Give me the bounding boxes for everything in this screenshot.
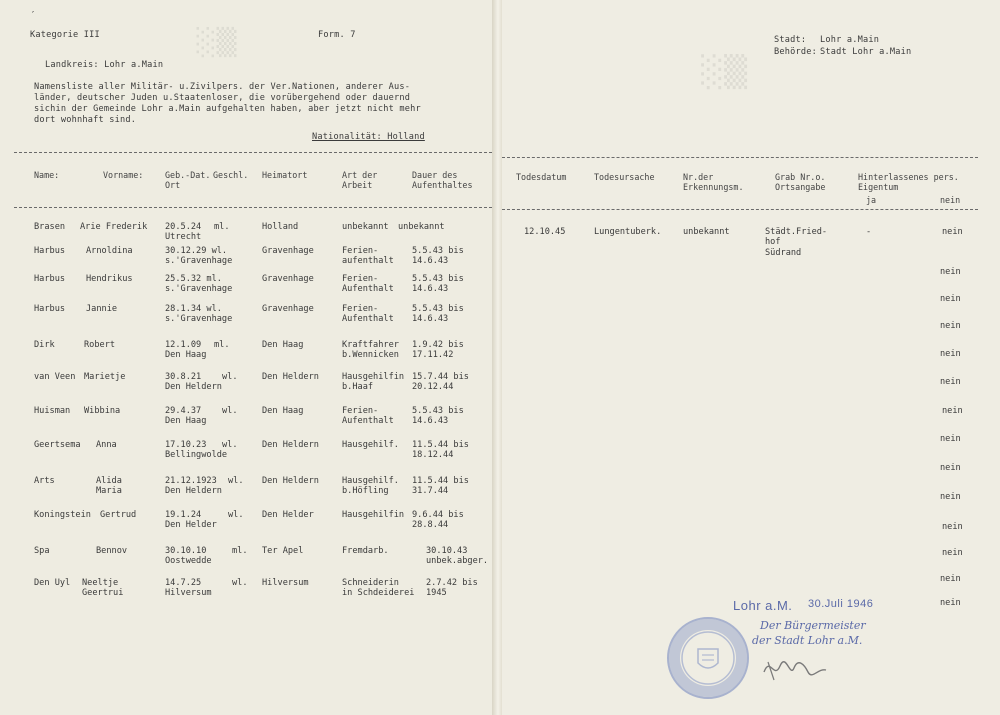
col-art: Art der Arbeit — [342, 170, 378, 191]
row-nein: nein — [940, 294, 961, 304]
row-heimat: Den Haag — [262, 340, 304, 350]
row-nr: unbekannt — [683, 227, 730, 237]
place-stamp: Lohr a.M. — [733, 598, 793, 613]
mayor-stamp-line-1: Der Bürgermeister — [760, 619, 866, 632]
row-heimat: Den Heldern — [262, 372, 319, 382]
row-name: Spa — [34, 546, 50, 556]
extra-nein: nein — [940, 598, 961, 608]
row-heimat: Hilversum — [262, 578, 309, 588]
row-art: Hausgehilfin b.Haaf — [342, 372, 405, 393]
row-nein: nein — [940, 321, 961, 331]
stadt-value: Lohr a.Main — [820, 35, 880, 45]
row-geschl: ml. — [232, 546, 248, 556]
row-geb: 28.1.34 wl. s.'Gravenhage — [165, 304, 233, 325]
date-stamp: 30.Juli 1946 — [808, 598, 874, 610]
description-line-3: sichin der Gemeinde Lohr a.Main aufgehalten haben, aber jetzt nicht mehr — [34, 104, 421, 114]
row-art: Kraftfahrer b.Wennicken — [342, 340, 399, 361]
col-nr-erkennung: Nr.der Erkennungsm. — [683, 172, 744, 193]
col-hinterlassenes: Hinterlassenes pers. Eigentum — [858, 172, 959, 193]
kategorie-label: Kategorie III — [30, 30, 100, 40]
description-line-1: Namensliste aller Militär- u.Zivilpers. der Ver.Nationen, anderer Aus- — [34, 82, 411, 92]
row-geb: 21.12.1923 Den Heldern — [165, 476, 222, 497]
row-dauer: unbekannt — [398, 222, 445, 232]
seal-emblem-icon — [669, 619, 747, 697]
row-grab: Städt.Fried- hof Südrand — [765, 227, 828, 258]
row-tod: 12.10.45 — [524, 227, 566, 237]
row-geb: 20.5.24 Utrecht — [165, 222, 202, 243]
row-dauer: 2.7.42 bis 1945 — [426, 578, 478, 599]
row-heimat: Gravenhage — [262, 304, 314, 314]
row-ja: - — [866, 227, 872, 237]
row-geschl: wl. — [222, 440, 238, 450]
row-nein: nein — [942, 522, 963, 532]
extra-nein: nein — [940, 574, 961, 584]
row-geb: 30.12.29 wl. s.'Gravenhage — [165, 246, 233, 267]
row-nein: nein — [940, 377, 961, 387]
row-dauer: 11.5.44 bis 18.12.44 — [412, 440, 469, 461]
description-line-2: länder, deutscher Juden u.Staatenloser, die vorübergehend oder dauernd — [34, 93, 411, 103]
row-nein: nein — [942, 548, 963, 558]
row-heimat: Den Heldern — [262, 440, 319, 450]
show-through-ghost-right: ░▒ — [682, 55, 767, 90]
row-art: Ferien- aufenthalt — [342, 246, 394, 267]
row-name: Brasen — [34, 222, 66, 232]
row-dauer: 15.7.44 bis 20.12.44 — [412, 372, 469, 393]
row-geschl: ml. — [214, 340, 230, 350]
row-nein: nein — [940, 349, 961, 359]
col-grab: Grab Nr.o. Ortsangabe — [775, 172, 826, 193]
row-nein: nein — [940, 434, 961, 444]
row-dauer: 5.5.43 bis 14.6.43 — [412, 274, 464, 295]
row-name: van Veen — [34, 372, 76, 382]
row-nein: nein — [940, 492, 961, 502]
handwritten-signature — [760, 650, 830, 686]
row-nein: nein — [940, 267, 961, 277]
row-geschl: wl. — [222, 406, 238, 416]
nationality-heading: Nationalität: Holland — [312, 132, 425, 142]
row-geschl: wl. — [228, 510, 244, 520]
row-heimat: Gravenhage — [262, 246, 314, 256]
row-geschl: wl. — [228, 476, 244, 486]
row-dauer: 30.10.43 unbek.abger. — [426, 546, 489, 567]
row-art: Fremdarb. — [342, 546, 389, 556]
row-vorname: Hendrikus — [86, 274, 133, 284]
row-geschl: wl. — [232, 578, 248, 588]
row-heimat: Den Haag — [262, 406, 304, 416]
row-vorname: Anna — [96, 440, 117, 450]
row-name: Harbus — [34, 246, 66, 256]
row-heimat: Holland — [262, 222, 299, 232]
row-nein: nein — [942, 406, 963, 416]
row-geschl: wl. — [222, 372, 238, 382]
row-vorname: Arie Frederik — [80, 222, 148, 232]
row-art: Ferien- Aufenthalt — [342, 274, 394, 295]
col-vorname: Vorname: — [103, 170, 144, 180]
row-name: Den Uyl — [34, 578, 71, 588]
row-geb: 12.1.09 Den Haag — [165, 340, 207, 361]
row-dauer: 5.5.43 bis 14.6.43 — [412, 304, 464, 325]
col-todesdatum: Todesdatum — [516, 172, 567, 182]
header-rule-top-left — [14, 152, 492, 153]
row-name: Geertsema — [34, 440, 81, 450]
row-nein: nein — [942, 227, 963, 237]
col-dauer: Dauer des Aufenthaltes — [412, 170, 473, 191]
form-label: Form. 7 — [318, 30, 356, 40]
row-dauer: 5.5.43 bis 14.6.43 — [412, 246, 464, 267]
row-name: Harbus — [34, 304, 66, 314]
behoerde-value: Stadt Lohr a.Main — [820, 47, 912, 57]
row-vorname: Alida Maria — [96, 476, 122, 497]
header-rule-bottom-right — [502, 209, 978, 210]
row-heimat: Gravenhage — [262, 274, 314, 284]
row-name: Koningstein — [34, 510, 91, 520]
col-name: Name: — [34, 170, 60, 180]
row-geb: 29.4.37 Den Haag — [165, 406, 207, 427]
city-seal-stamp — [667, 617, 749, 699]
row-vorname: Gertrud — [100, 510, 137, 520]
row-name: Arts — [34, 476, 55, 486]
row-dauer: 9.6.44 bis 28.8.44 — [412, 510, 464, 531]
row-geb: 25.5.32 ml. s.'Gravenhage — [165, 274, 233, 295]
row-geb: 19.1.24 Den Helder — [165, 510, 217, 531]
row-geb: 17.10.23 Bellingwolde — [165, 440, 228, 461]
description-line-4: dort wohnhaft sind. — [34, 115, 137, 125]
row-geb: 30.10.10 Oostwedde — [165, 546, 212, 567]
row-vorname: Bennov — [96, 546, 128, 556]
row-vorname: Robert — [84, 340, 116, 350]
col-heimatort: Heimatort — [262, 170, 308, 180]
col-geb: Geb.-Dat. Ort — [165, 170, 211, 191]
row-vorname: Wibbina — [84, 406, 121, 416]
behoerde-label: Behörde: — [774, 47, 817, 57]
row-name: Dirk — [34, 340, 55, 350]
row-art: Hausgehilf. b.Höfling — [342, 476, 399, 497]
row-dauer: 5.5.43 bis 14.6.43 — [412, 406, 464, 427]
row-art: unbekannt — [342, 222, 389, 232]
col-todesursache: Todesursache — [594, 172, 655, 182]
page-gutter — [492, 0, 502, 715]
row-vorname: Jannie — [86, 304, 118, 314]
row-heimat: Den Heldern — [262, 476, 319, 486]
landkreis-label: Landkreis: Lohr a.Main — [45, 60, 164, 70]
mayor-stamp-line-2: der Stadt Lohr a.M. — [752, 634, 863, 647]
header-rule-bottom-left — [14, 207, 492, 208]
row-geb: 30.8.21 Den Heldern — [165, 372, 222, 393]
stadt-label: Stadt: — [774, 35, 807, 45]
row-vorname: Arnoldina — [86, 246, 133, 256]
row-art: Ferien- Aufenthalt — [342, 406, 394, 427]
show-through-ghost-left: ░▒ — [180, 28, 254, 58]
row-geschl: ml. — [214, 222, 230, 232]
row-art: Hausgehilfin — [342, 510, 405, 520]
row-art: Hausgehilf. — [342, 440, 399, 450]
col-geschl: Geschl. — [213, 170, 249, 180]
corner-tick-mark: ′ — [30, 10, 37, 21]
row-dauer: 1.9.42 bis 17.11.42 — [412, 340, 464, 361]
row-vorname: Marietje — [84, 372, 126, 382]
row-dauer: 11.5.44 bis 31.7.44 — [412, 476, 469, 497]
col-ja: ja — [866, 195, 877, 205]
row-vorname: Neeltje Geertrui — [82, 578, 124, 599]
row-heimat: Ter Apel — [262, 546, 304, 556]
col-nein: nein — [940, 195, 961, 205]
row-ursache: Lungentuberk. — [594, 227, 662, 237]
row-art: Ferien- Aufenthalt — [342, 304, 394, 325]
row-heimat: Den Helder — [262, 510, 314, 520]
row-geb: 14.7.25 Hilversum — [165, 578, 212, 599]
row-name: Huisman — [34, 406, 71, 416]
row-nein: nein — [940, 463, 961, 473]
row-name: Harbus — [34, 274, 66, 284]
header-rule-top-right — [502, 157, 978, 158]
row-art: Schneiderin in Schdeiderei — [342, 578, 415, 599]
